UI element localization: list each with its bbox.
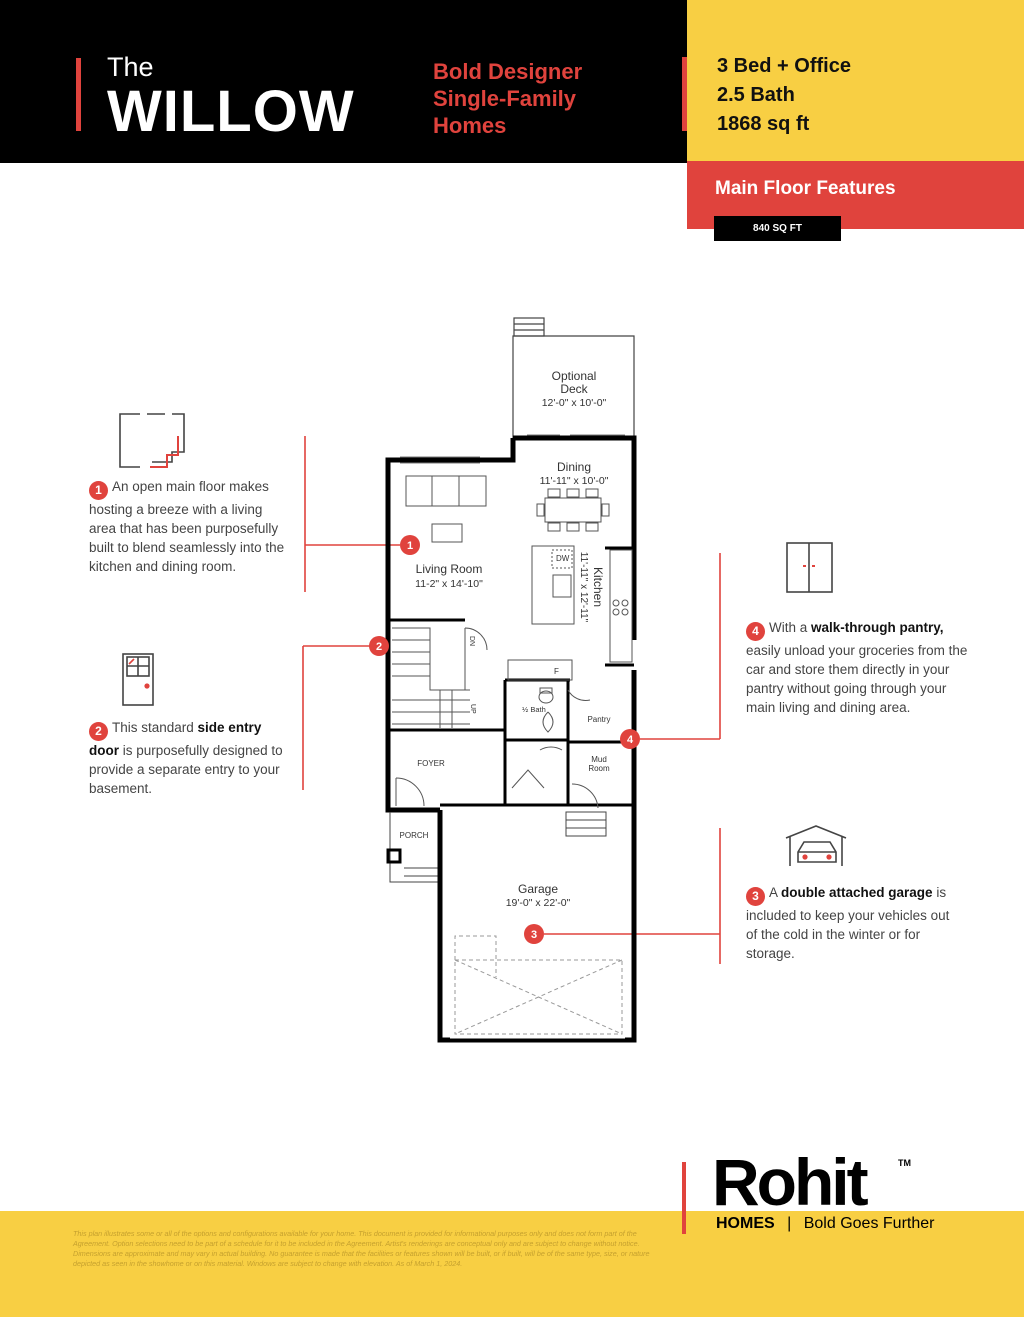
callout-pantry <box>746 618 968 717</box>
stair-up-label: UP <box>469 704 476 714</box>
half-bath-label: ½ Bath <box>522 705 546 714</box>
dining-label: Dining <box>556 460 592 474</box>
living-dims: 11-2" x 14'-10" <box>415 578 483 590</box>
bed-count: 3 Bed + Office <box>717 55 851 77</box>
callout-1-number: 1 <box>89 481 108 500</box>
callout-2-pre: This standard <box>112 720 198 735</box>
garage-icon <box>786 826 846 866</box>
pantry-icon <box>787 543 832 592</box>
mud-room-label-2: Room <box>588 764 610 773</box>
dishwasher-label: DW <box>556 554 570 563</box>
kitchen-dims: 11'-11" x 12'-11" <box>578 551 589 623</box>
callout-2-number: 2 <box>89 722 108 741</box>
logo-accent-bar <box>682 1162 686 1234</box>
callout-2-bold: side entry door <box>89 720 262 758</box>
garage-dims: 19'-0" x 22'-0" <box>505 897 571 909</box>
callout-4-pre: With a <box>769 620 812 635</box>
bath-fixtures <box>539 688 590 732</box>
callout-1-text: An open main floor makes hosting a breeze with a living area that has been purposefully built to blend seamlessly into the kitchen and dining room. <box>89 479 285 574</box>
logo-homes: HOMES <box>716 1215 775 1232</box>
marker-2: 2 <box>375 641 383 653</box>
kitchen-label: Kitchen <box>591 566 605 608</box>
side-door-icon <box>123 654 153 705</box>
floor-area-badge: 840 SQ FT <box>714 216 841 241</box>
porch-label: PORCH <box>399 831 429 840</box>
callout-3-post: is included to keep your vehicles out of the cold in the winter or for storage. <box>746 885 950 961</box>
open-floor-icon <box>120 414 184 467</box>
marker-1: 1 <box>406 540 414 552</box>
living-label: Living Room <box>415 562 483 576</box>
stair-down-label: DN <box>468 636 475 647</box>
kitchen-fixtures <box>508 546 632 680</box>
marker-4: 4 <box>626 734 634 746</box>
callout-3-pre: A <box>769 885 782 900</box>
garage <box>440 805 634 1040</box>
trademark-mark: TM <box>898 1158 911 1168</box>
porch <box>388 812 440 882</box>
tagline-line-1: Bold Designer <box>433 59 583 84</box>
rohit-logo: Rohit <box>712 1145 866 1219</box>
square-footage: 1868 sq ft <box>717 113 810 135</box>
callout-2-post: is purposefully designed to provide a separate entry to your basement. <box>89 743 283 796</box>
dining-dims: 11'-11" x 10'-0" <box>539 475 609 487</box>
logo-slogan: Bold Goes Further <box>803 1215 935 1232</box>
callout-garage <box>746 883 961 963</box>
callout-4-number: 4 <box>746 622 765 641</box>
marker-3: 3 <box>530 929 538 941</box>
connector-lines <box>303 436 720 964</box>
callout-side-entry <box>89 718 294 798</box>
callout-open-floor <box>89 477 289 576</box>
logo-separator: | <box>787 1215 792 1232</box>
deck-label-2: Deck <box>560 382 588 396</box>
logo-tagline <box>716 1215 934 1233</box>
callout-4-post: easily unload your groceries from the car and store them directly in your pantry without going through your main living and dining area. <box>746 643 968 715</box>
legal-disclaimer: This plan illustrates some or all of the options and configurations available for your home. This document is provided for informational purposes only and does not form part of the Agreement. Option selections need to be part of a schedule for it to be included in the Agreement. Artist's renderings are conceptual only and are subject to change without notice. Dimensions are approximate and may vary in actual building. No guarantee is made that the facilities or features shown will be built, or if built, will be of the same type, size, or nature depicted as seen in the showhome or on this material. Windows are subject to change with elevation. As of March 1, 2024. <box>73 1229 650 1268</box>
tagline-line-2: Single-Family <box>433 86 577 111</box>
callout-3-bold: double attached garage <box>781 885 933 900</box>
fridge-label: F <box>554 667 559 676</box>
garage-steps <box>566 812 606 836</box>
pantry-label: Pantry <box>587 715 611 724</box>
deck-label: Optional <box>551 369 597 383</box>
tagline-line-3: Homes <box>433 113 507 138</box>
model-name: WILLOW <box>107 79 355 144</box>
callout-4-bold: walk-through pantry, <box>811 620 944 635</box>
dining-table <box>537 489 609 531</box>
deck-dims: 12'-0" x 10'-0" <box>541 397 607 409</box>
foyer-label: FOYER <box>417 759 445 768</box>
features-title: Main Floor Features <box>715 178 896 199</box>
bath-count: 2.5 Bath <box>717 84 795 106</box>
callout-3-number: 3 <box>746 887 765 906</box>
mud-room-label: Mud <box>591 755 607 764</box>
title-prefix: The <box>107 52 154 82</box>
living-furniture <box>406 476 486 542</box>
garage-label: Garage <box>517 882 559 896</box>
